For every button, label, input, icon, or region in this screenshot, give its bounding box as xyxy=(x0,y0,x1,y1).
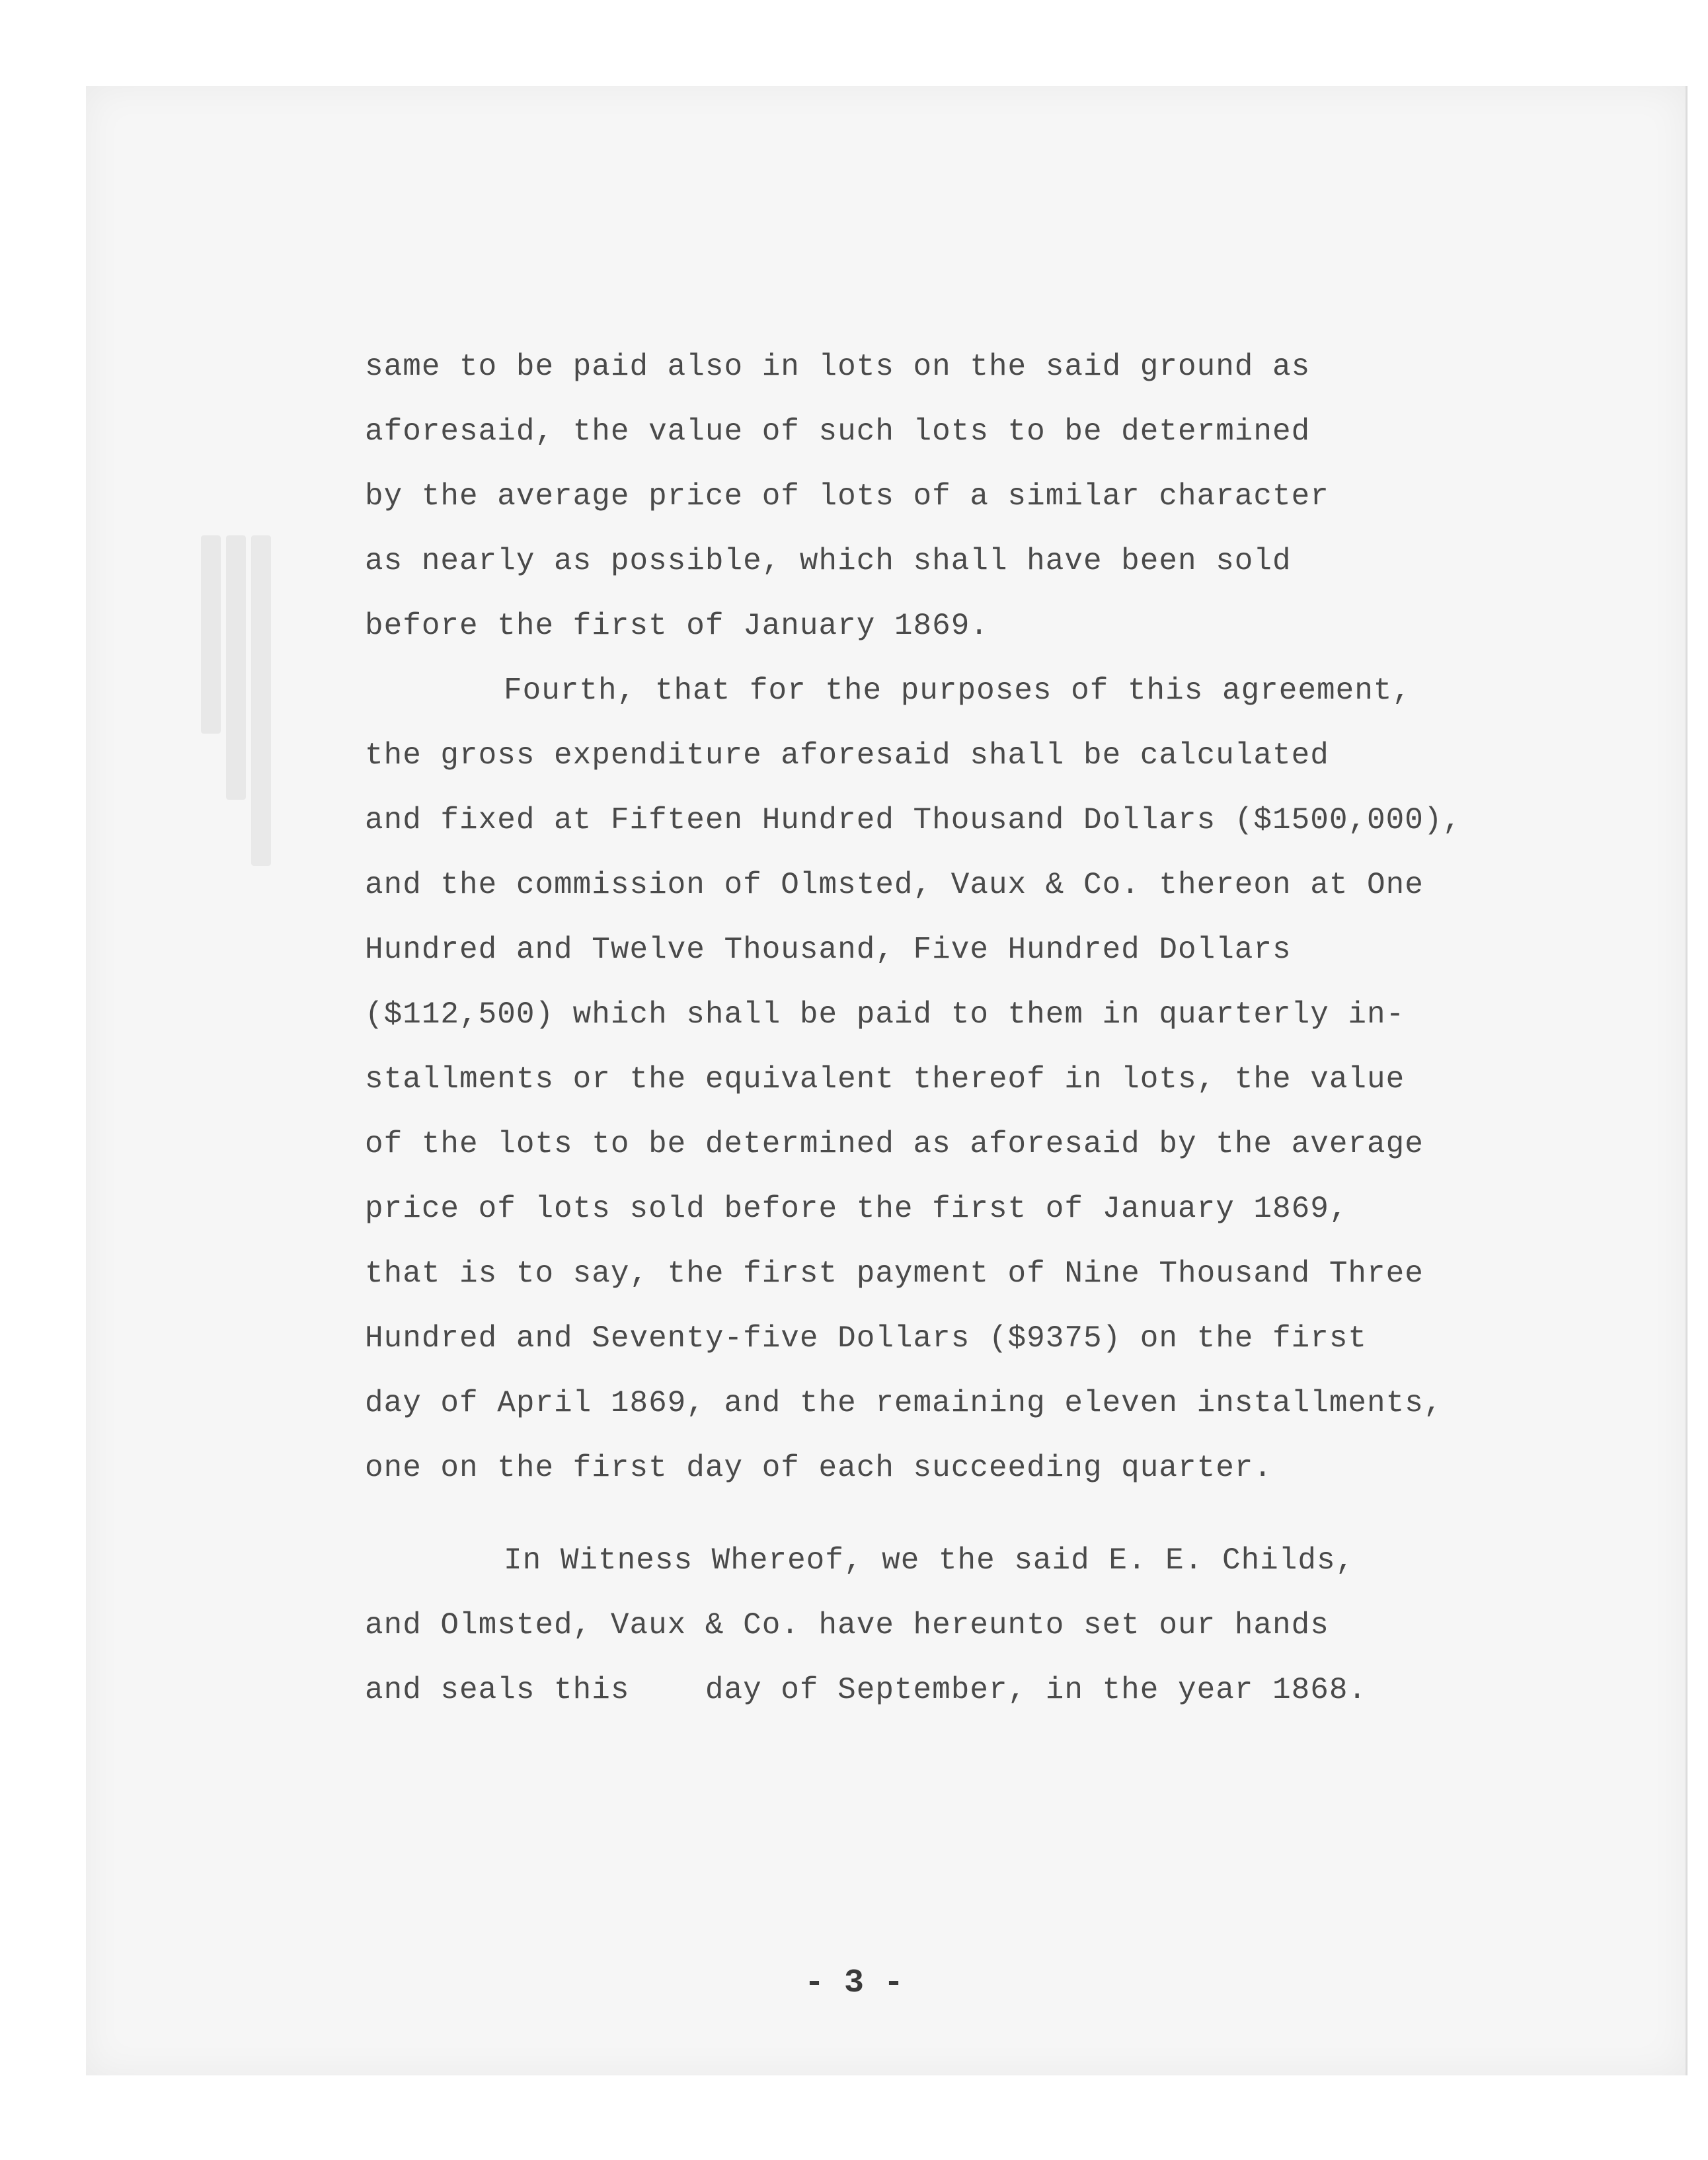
paragraph-1-line: by the average price of lots of a similar character xyxy=(365,479,1329,514)
paragraph-2-line: the gross expenditure aforesaid shall be calculated xyxy=(365,738,1329,773)
paragraph-2-line: and the commission of Olmsted, Vaux & Co. thereon at One xyxy=(365,868,1424,902)
paragraph-2-line: day of April 1869, and the remaining eleven installments, xyxy=(365,1386,1443,1420)
paragraph-1-line: same to be paid also in lots on the said ground as xyxy=(365,350,1311,384)
paragraph-2-line: Fourth, that for the purposes of this agreement, xyxy=(504,674,1412,708)
paragraph-2-line: of the lots to be determined as aforesaid by the average xyxy=(365,1127,1424,1161)
document-body xyxy=(365,334,1541,1722)
paragraph-2-line: Hundred and Seventy-five Dollars ($9375) on the first xyxy=(365,1321,1368,1356)
paragraph-3-line: and seals this day of September, in the year 1868. xyxy=(365,1673,1368,1707)
faint-archive-stamp xyxy=(205,535,271,866)
paragraph-2-line: Hundred and Twelve Thousand, Five Hundred Dollars xyxy=(365,933,1292,967)
paragraph-2-line: stallments or the equivalent thereof in lots, the value xyxy=(365,1062,1405,1097)
paragraph-3-line: In Witness Whereof, we the said E. E. Childs, xyxy=(504,1543,1355,1578)
page-number: - 3 - xyxy=(804,1964,904,2002)
paragraph-2-line: that is to say, the first payment of Nine Thousand Three xyxy=(365,1256,1424,1291)
paragraph-3-line: and Olmsted, Vaux & Co. have hereunto set our hands xyxy=(365,1608,1329,1642)
paragraph-1-line: before the first of January 1869. xyxy=(365,609,989,643)
paragraph-2-line: ($112,500) which shall be paid to them in quarterly in- xyxy=(365,997,1405,1032)
paragraph-2-line: price of lots sold before the first of January 1869, xyxy=(365,1192,1348,1226)
paragraph-1-line: aforesaid, the value of such lots to be determined xyxy=(365,414,1311,449)
paragraph-spacer xyxy=(365,1500,1541,1528)
paragraph-1-line: as nearly as possible, which shall have been sold xyxy=(365,544,1292,578)
paragraph-2-line: and fixed at Fifteen Hundred Thousand Dollars ($1500,000), xyxy=(365,803,1462,837)
paragraph-2-line: one on the first day of each succeeding quarter. xyxy=(365,1451,1273,1485)
